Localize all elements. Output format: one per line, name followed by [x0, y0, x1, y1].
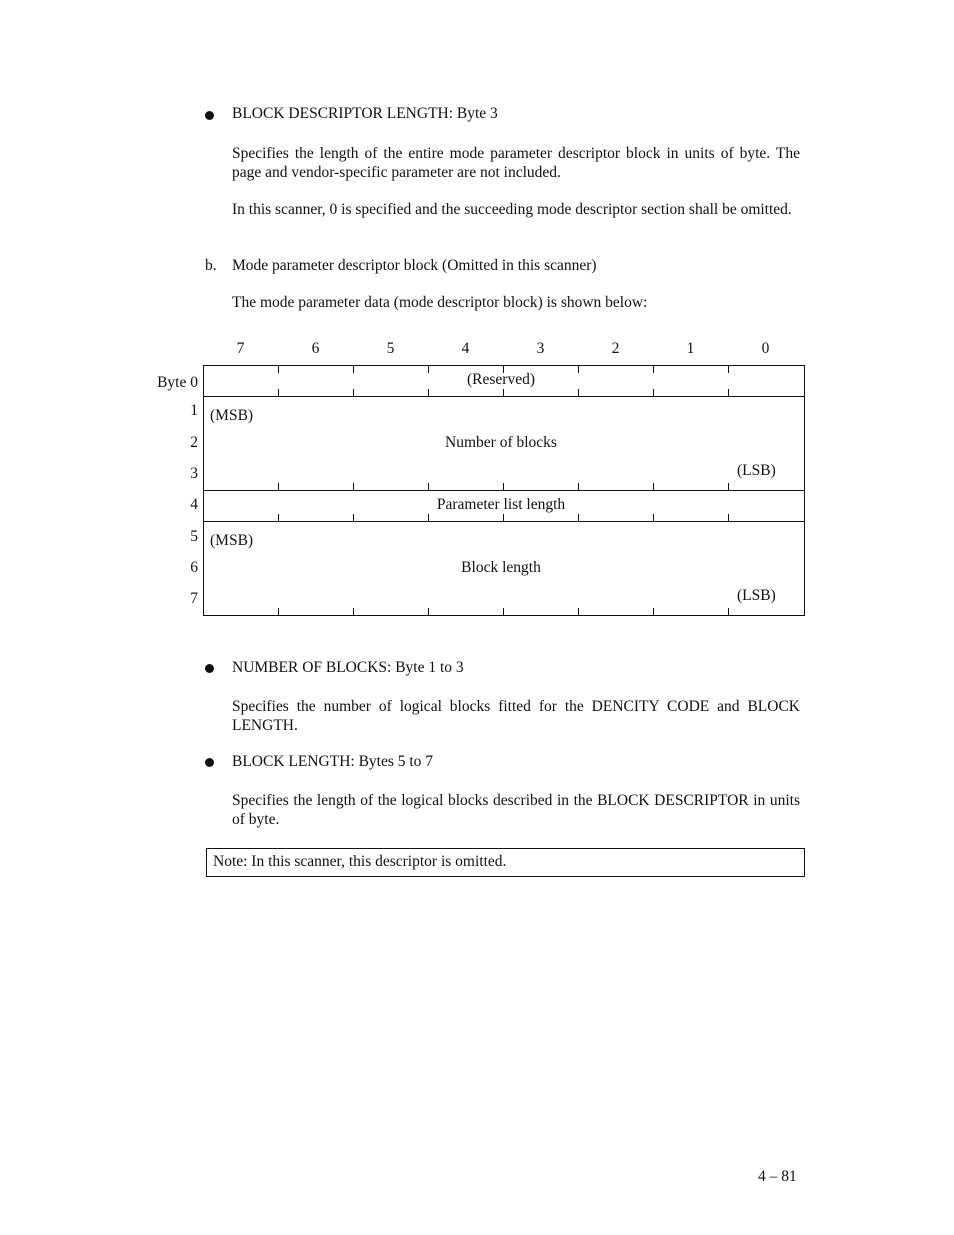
bit-tick: [278, 514, 279, 521]
block-descriptor-length-para2: In this scanner, 0 is specified and the succeeding mode descriptor section shall be omitted.: [232, 201, 792, 218]
bit-tick: [428, 608, 429, 615]
bit-tick: [278, 483, 279, 490]
bit-header-2: 2: [611, 340, 620, 357]
bullet-marker: [205, 111, 214, 120]
byte-label-4: 4: [190, 496, 198, 513]
bit-tick: [653, 389, 654, 396]
bit-header-3: 3: [536, 340, 545, 357]
bit-tick: [503, 483, 504, 490]
bit-tick: [578, 608, 579, 615]
row-divider: [204, 490, 804, 491]
bit-tick: [728, 514, 729, 521]
block-length-para: Specifies the length of the logical blocks described in the BLOCK DESCRIPTOR in units of byte.: [232, 792, 800, 828]
byte-label-7: 7: [190, 590, 198, 607]
number-of-blocks-para: Specifies the number of logical blocks fitted for the DENCITY CODE and BLOCK LENGTH.: [232, 698, 800, 734]
block-descriptor-length-para1: Specifies the length of the entire mode parameter descriptor block in units of byte. The page and vendor-specific parameter are not included.: [232, 145, 800, 181]
number-of-blocks-heading: NUMBER OF BLOCKS: Byte 1 to 3: [232, 659, 464, 676]
bit-tick: [728, 608, 729, 615]
row-divider: [204, 396, 804, 397]
bit-tick: [353, 514, 354, 521]
bit-tick: [353, 483, 354, 490]
byte-label-3: 3: [190, 465, 198, 482]
bit-tick: [728, 389, 729, 396]
bit-tick: [578, 514, 579, 521]
bit-tick: [728, 483, 729, 490]
bit-tick: [503, 389, 504, 396]
mode-parameter-descriptor-table: [203, 365, 805, 616]
bit-tick: [503, 608, 504, 615]
number-of-blocks-field: Number of blocks: [445, 434, 557, 451]
bullet-marker: [205, 664, 214, 673]
bit-tick: [653, 483, 654, 490]
lsb-label: (LSB): [737, 587, 776, 604]
lsb-label: (LSB): [737, 462, 776, 479]
byte-label-0: Byte 0: [157, 374, 198, 391]
msb-label: (MSB): [210, 407, 254, 424]
parameter-list-length-field: Parameter list length: [436, 496, 566, 513]
bit-header-4: 4: [461, 340, 470, 357]
bit-header-7: 7: [236, 340, 245, 357]
block-length-field: Block length: [461, 559, 541, 576]
byte-label-2: 2: [190, 434, 198, 451]
row-divider: [204, 521, 804, 522]
bit-tick: [428, 389, 429, 396]
section-b-intro: The mode parameter data (mode descriptor block) is shown below:: [232, 294, 648, 311]
block-descriptor-length-heading: BLOCK DESCRIPTOR LENGTH: Byte 3: [232, 105, 498, 122]
bit-tick: [578, 483, 579, 490]
byte-label-5: 5: [190, 528, 198, 545]
bit-header-0: 0: [761, 340, 770, 357]
byte-label-1: 1: [190, 402, 198, 419]
bit-tick: [578, 389, 579, 396]
bit-header-5: 5: [386, 340, 395, 357]
bit-tick: [428, 483, 429, 490]
bit-header-1: 1: [686, 340, 695, 357]
bit-header-6: 6: [311, 340, 320, 357]
bit-tick: [278, 608, 279, 615]
bit-tick: [503, 514, 504, 521]
block-length-heading: BLOCK LENGTH: Bytes 5 to 7: [232, 753, 434, 770]
bullet-marker: [205, 758, 214, 767]
reserved-field: (Reserved): [467, 371, 535, 388]
msb-label: (MSB): [210, 532, 254, 549]
bit-tick: [653, 514, 654, 521]
bit-tick: [353, 389, 354, 396]
section-b-marker: b.: [205, 257, 217, 274]
bit-tick: [353, 608, 354, 615]
bit-tick: [653, 608, 654, 615]
byte-label-6: 6: [190, 559, 198, 576]
bit-tick: [428, 514, 429, 521]
note-text: Note: In this scanner, this descriptor is omitted.: [213, 853, 507, 870]
bit-tick: [278, 389, 279, 396]
section-b-heading: Mode parameter descriptor block (Omitted in this scanner): [232, 257, 597, 274]
page-number: 4 – 81: [758, 1168, 797, 1185]
note-box: [206, 848, 805, 877]
